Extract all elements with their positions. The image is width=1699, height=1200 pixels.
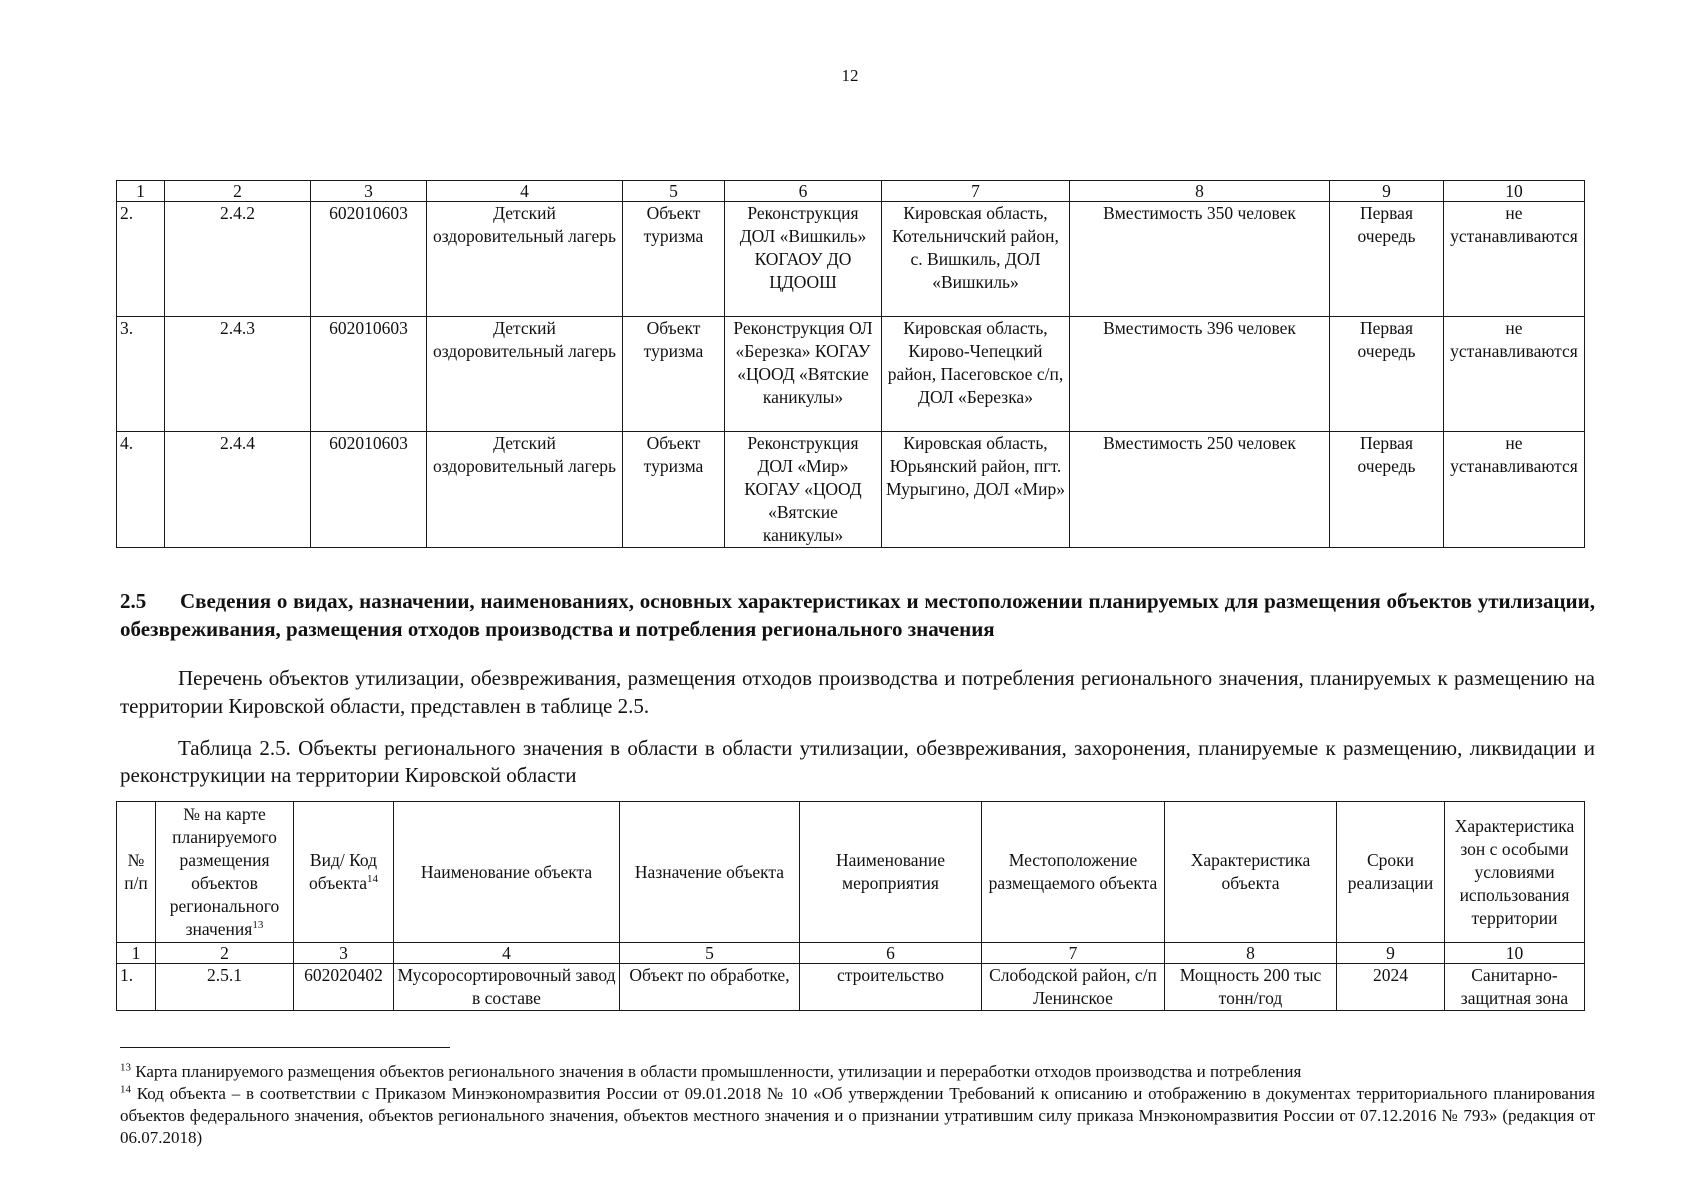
object-code: 602010603 [311, 432, 427, 548]
section-number: 2.5 [120, 589, 147, 613]
column-number: 7 [882, 181, 1070, 202]
object-location: Кировская область, Кирово-Чепецкий район, Пасеговское с/п, ДОЛ «Березка» [882, 317, 1070, 432]
object-characteristic: Вместимость 396 человек [1070, 317, 1330, 432]
map-number: 2.5.1 [156, 964, 294, 1011]
column-number: 10 [1445, 943, 1585, 964]
column-number: 4 [427, 181, 623, 202]
row-number: 2. [117, 202, 165, 317]
object-purpose: Объект по обработке, [620, 964, 800, 1011]
header-object-purpose: Назначение объекта [620, 802, 800, 943]
footnote-text: Код объекта – в соответствии с Приказом Минэкономразвития России от 09.01.2018 № 10 «Об утверждении Требований к описанию и отображению в документах территориального планирования объектов федерального значения, объектов регионального значения, объектов местного значения и о признании утратившим силу приказа Мнэкономразвития России от 07.12.2016 № 793» (редакция от 06.07.2018) [120, 1084, 1595, 1147]
column-number: 4 [394, 943, 620, 964]
footnotes [120, 1061, 1595, 1149]
column-number: 8 [1070, 181, 1330, 202]
column-number: 2 [165, 181, 311, 202]
header-object-code [294, 802, 394, 943]
objects-table-continuation [116, 180, 1585, 548]
row-number: 1. [117, 964, 156, 1011]
implementation-term: Первая очередь [1330, 317, 1444, 432]
object-purpose: Объект туризма [623, 202, 725, 317]
page-number: 12 [841, 66, 859, 85]
header-object-code-text: Вид/ Код объекта [309, 850, 378, 893]
implementation-term: Первая очередь [1330, 202, 1444, 317]
object-location: Кировская область, Котельничский район, с. Вишкиль, ДОЛ «Вишкиль» [882, 202, 1070, 317]
column-number: 10 [1444, 181, 1585, 202]
header-special-zones: Характеристика зон с особыми условиями использования территории [1445, 802, 1585, 943]
object-characteristic: Мощность 200 тыс тонн/год [1165, 964, 1337, 1011]
map-number: 2.4.2 [165, 202, 311, 317]
header-object-name: Наименование объекта [394, 802, 620, 943]
footnote-divider [120, 1047, 450, 1048]
object-location: Слободской район, с/п Ленинское [982, 964, 1165, 1011]
map-number: 2.4.3 [165, 317, 311, 432]
column-number: 3 [294, 943, 394, 964]
object-location: Кировская область, Юрьянский район, пгт. Мурыгино, ДОЛ «Мир» [882, 432, 1070, 548]
object-name: Детский оздоровительный лагерь [427, 432, 623, 548]
column-number: 2 [156, 943, 294, 964]
column-number: 5 [623, 181, 725, 202]
object-code: 602020402 [294, 964, 394, 1011]
header-map-number [156, 802, 294, 943]
footnote-ref-14: 14 [366, 873, 378, 886]
object-purpose: Объект туризма [623, 317, 725, 432]
row-number: 3. [117, 317, 165, 432]
waste-objects-table [116, 801, 1585, 1011]
column-number-row [117, 181, 1585, 202]
object-name: Детский оздоровительный лагерь [427, 317, 623, 432]
column-number: 7 [982, 943, 1165, 964]
action-name: Реконструкция ОЛ «Березка» КОГАУ «ЦООД «Вятские каникулы» [725, 317, 882, 432]
row-number: 4. [117, 432, 165, 548]
section-heading [120, 587, 1595, 643]
footnote-13 [120, 1061, 1595, 1083]
object-name: Мусоросортировочный завод в составе [394, 964, 620, 1011]
table-caption: Таблица 2.5. Объекты регионального значения в области в области утилизации, обезвреживания, захоронения, планируемые к размещению, ликвидации и реконструкиции на территории Кировской области [120, 736, 1595, 787]
action-name: строительство [800, 964, 982, 1011]
header-map-number-text: № на карте планируемого размещения объектов регионального значения [169, 804, 280, 939]
table-row [117, 317, 1585, 432]
object-code: 602010603 [311, 202, 427, 317]
implementation-term: Первая очередь [1330, 432, 1444, 548]
column-number: 6 [800, 943, 982, 964]
table-header-row [117, 802, 1585, 943]
object-name: Детский оздоровительный лагерь [427, 202, 623, 317]
header-action-name: Наименование мероприятия [800, 802, 982, 943]
object-code: 602010603 [311, 317, 427, 432]
object-purpose: Объект туризма [623, 432, 725, 548]
footnote-mark: 13 [120, 1061, 131, 1074]
column-number: 6 [725, 181, 882, 202]
header-implementation-term: Сроки реализации [1337, 802, 1445, 943]
column-number: 3 [311, 181, 427, 202]
header-object-characteristic: Характеристика объекта [1165, 802, 1337, 943]
special-zones: не устанавливаются [1444, 202, 1585, 317]
body-paragraph: Перечень объектов утилизации, обезвреживания, размещения отходов производства и потребления регионального значения, планируемых к размещению на территории Кировской области, представлен в таблице 2.5. [120, 666, 1595, 718]
action-name: Реконструкция ДОЛ «Мир» КОГАУ «ЦООД «Вятские каникулы» [725, 432, 882, 548]
column-number: 9 [1337, 943, 1445, 964]
header-num: № п/п [117, 802, 156, 943]
column-number-row [117, 943, 1585, 964]
special-zones: не устанавливаются [1444, 432, 1585, 548]
footnote-14 [120, 1083, 1595, 1149]
column-number: 1 [117, 181, 165, 202]
action-name: Реконструкция ДОЛ «Вишкиль» КОГАОУ ДО ЦДООШ [725, 202, 882, 317]
column-number: 1 [117, 943, 156, 964]
section-title: Сведения о видах, назначении, наименованиях, основных характеристиках и местоположении планируемых для размещения объектов утилизации, обезвреживания, размещения отходов производства и потребления регионального значения [120, 589, 1595, 641]
footnote-text: Карта планируемого размещения объектов регионального значения в области промышленности, утилизации и переработки отходов производства и потребления [135, 1062, 1302, 1081]
special-zones: не устанавливаются [1444, 317, 1585, 432]
table-row [117, 202, 1585, 317]
table-row [117, 964, 1585, 1011]
column-number: 5 [620, 943, 800, 964]
column-number: 9 [1330, 181, 1444, 202]
column-number: 8 [1165, 943, 1337, 964]
object-characteristic: Вместимость 350 человек [1070, 202, 1330, 317]
header-object-location: Местоположение размещаемого объекта [982, 802, 1165, 943]
object-characteristic: Вместимость 250 человек [1070, 432, 1330, 548]
footnote-ref-13: 13 [252, 919, 264, 932]
footnote-mark: 14 [120, 1083, 131, 1096]
special-zones: Санитарно-защитная зона [1445, 964, 1585, 1011]
implementation-term: 2024 [1337, 964, 1445, 1011]
table-row [117, 432, 1585, 548]
map-number: 2.4.4 [165, 432, 311, 548]
